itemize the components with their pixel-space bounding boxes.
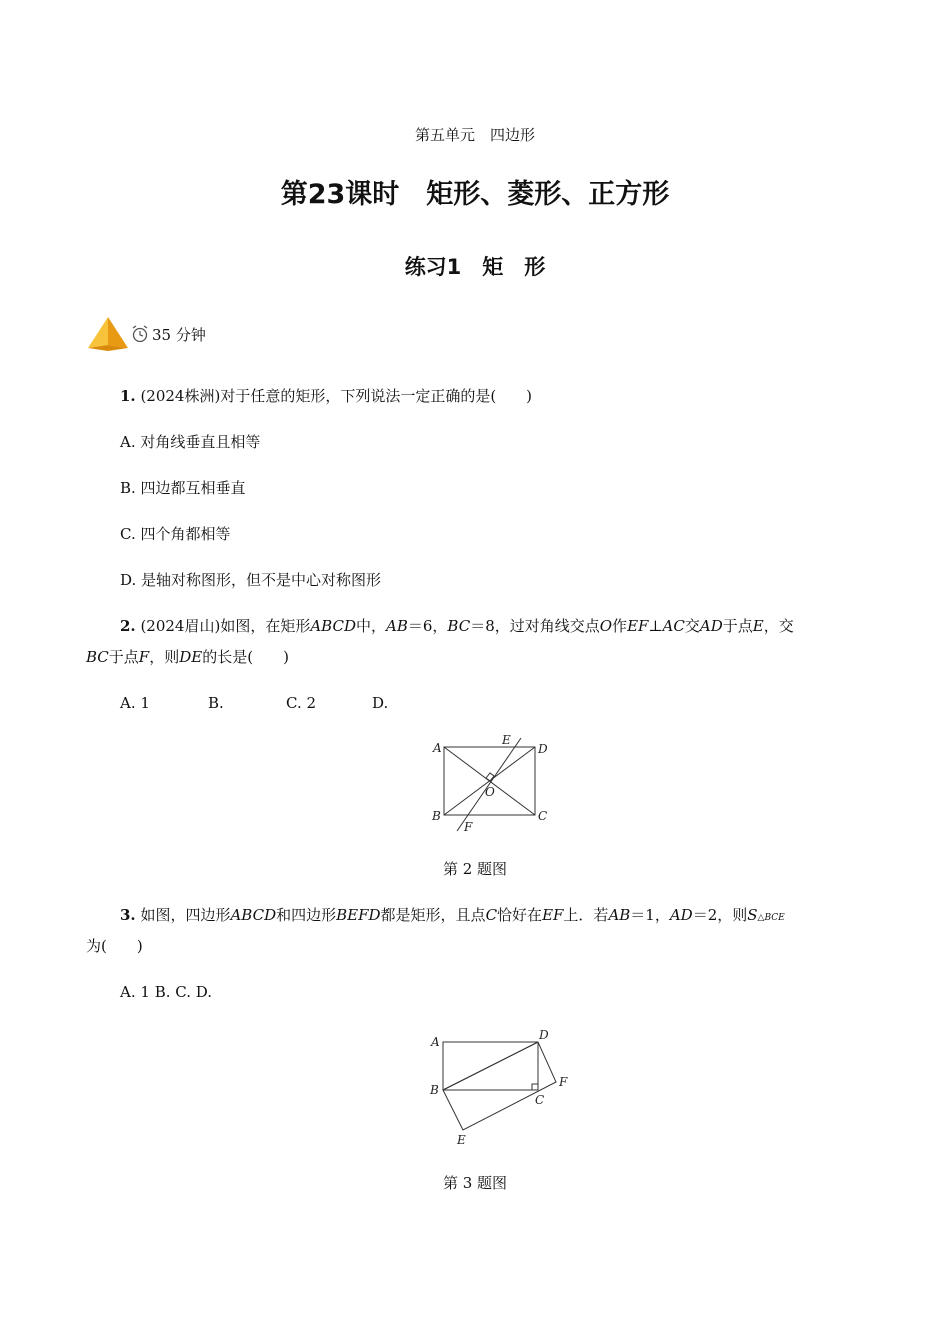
time-row (86, 314, 206, 354)
q2-var: E (752, 617, 764, 635)
q2-label-b: B (432, 809, 441, 823)
q3-option-b: B. (154, 983, 171, 1001)
q2-text: ＝8，过对角线交点 (470, 617, 600, 635)
q3-text: ＝2，则 (692, 906, 748, 924)
q2-var: EF (627, 617, 649, 635)
q1-option-d: D. 是轴对称图形，但不是中心对称图形 (120, 571, 382, 589)
q2-text: (2024眉山)如图，在矩形 (140, 617, 311, 635)
q2-var: ABCD (310, 617, 356, 635)
q3-stem-line1 (120, 904, 785, 929)
q3-var: S (747, 906, 758, 924)
q2-number: 2. (120, 617, 136, 635)
q3-text: 上．若 (563, 906, 609, 924)
q2-text: ⊥ (648, 617, 663, 635)
q2-figure (428, 730, 558, 836)
q1-option-c: C. 四个角都相等 (120, 525, 231, 543)
q3-text: 恰好在 (497, 906, 543, 924)
q2-var: DE (179, 648, 203, 666)
q3-label-e: E (457, 1133, 466, 1147)
q2-option-a: A. 1 (120, 694, 150, 712)
q2-label-f: F (464, 820, 473, 834)
q3-subscript: △BCE (757, 913, 785, 923)
q3-var: ABCD (230, 906, 277, 924)
pyramid-icon (86, 315, 130, 353)
q3-var: EF (542, 906, 564, 924)
q3-rectangle-befd (443, 1042, 556, 1130)
q3-var: BEFD (336, 906, 381, 924)
q2-label-e: E (502, 733, 511, 747)
q2-var: BC (86, 648, 109, 666)
q3-option-c: C. (175, 983, 191, 1001)
q3-text: 都是矩形，且点 (380, 906, 486, 924)
q2-var: AC (662, 617, 685, 635)
q2-var: AD (699, 617, 723, 635)
q2-figure-caption: 第 2 题图 (442, 860, 508, 878)
q2-options (120, 692, 520, 714)
q2-text: 的长是( ) (202, 648, 289, 666)
q1-number: 1. (120, 387, 136, 405)
q2-text: ，则 (149, 648, 180, 666)
q3-var: C (485, 906, 498, 924)
q2-label-d: D (538, 742, 548, 756)
q1-option-b: B. 四边都互相垂直 (120, 479, 246, 497)
q3-options (120, 981, 212, 1003)
alarm-clock-icon (130, 324, 150, 344)
q2-option-d: D. (372, 694, 389, 712)
q2-text: ，交 (763, 617, 794, 635)
time-limit: 35 分钟 (152, 325, 206, 344)
q2-text: 交 (684, 617, 700, 635)
q3-var: AD (669, 906, 693, 924)
q2-label-c: C (538, 809, 548, 823)
q3-label-f: F (559, 1075, 568, 1089)
q2-stem-line2 (86, 646, 289, 668)
q2-text: 于点 (108, 648, 139, 666)
q3-label-a: A (431, 1035, 440, 1049)
q3-text: 如图，四边形 (140, 906, 231, 924)
q2-text: 于点 (722, 617, 753, 635)
q2-label-a: A (433, 741, 442, 755)
q3-text: 和四边形 (276, 906, 337, 924)
q1-stem (120, 385, 532, 407)
q3-label-c: C (535, 1093, 545, 1107)
q3-figure (428, 1024, 578, 1152)
q2-text: 作 (612, 617, 628, 635)
q3-text: ＝1， (630, 906, 670, 924)
q2-label-o: O (485, 785, 495, 799)
q2-stem-line1 (120, 615, 794, 637)
q2-text: ＝6， (407, 617, 448, 635)
q3-stem-line2: 为( ) (86, 937, 143, 955)
q3-option-a: A. 1 (120, 983, 150, 1001)
q3-right-angle-c (532, 1084, 538, 1090)
q3-label-b: B (430, 1083, 439, 1097)
q3-label-d: D (539, 1028, 549, 1042)
q2-var: O (599, 617, 613, 635)
q2-var: BC (447, 617, 471, 635)
q2-var: AB (386, 617, 408, 635)
q2-var: F (138, 648, 150, 666)
practice-title: 练习1 矩 形 (404, 255, 546, 279)
q2-option-c: C. 2 (286, 694, 317, 712)
q3-option-d: D. (195, 983, 213, 1001)
q3-var: AB (608, 906, 631, 924)
unit-title: 第五单元 四边形 (414, 126, 535, 144)
q2-text: 中， (355, 617, 386, 635)
q1-option-a: A. 对角线垂直且相等 (120, 433, 261, 451)
q2-option-b: B. (208, 694, 224, 712)
q3-number: 3. (120, 906, 136, 924)
q1-text: (2024株洲)对于任意的矩形，下列说法一定正确的是( ) (140, 387, 533, 405)
q3-figure-caption: 第 3 题图 (442, 1174, 508, 1192)
lesson-title: 第23课时 矩形、菱形、正方形 (280, 179, 670, 210)
